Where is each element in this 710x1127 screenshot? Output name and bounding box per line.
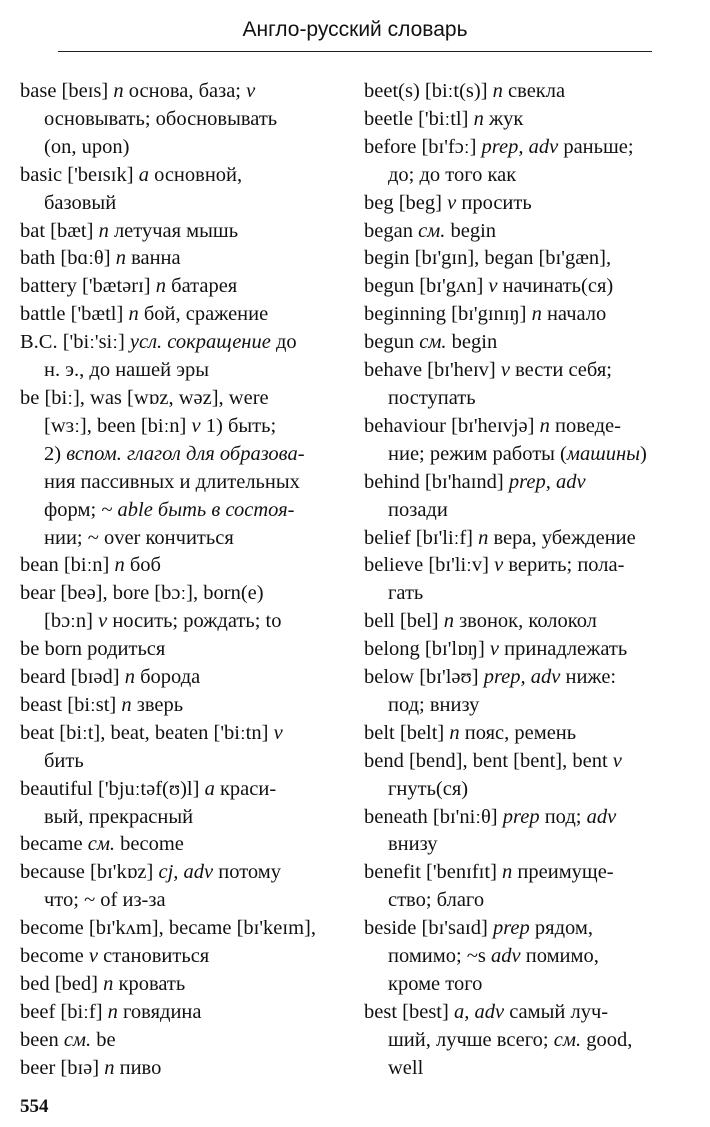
entry-text: be [91,1028,116,1051]
entry-line [20,1055,342,1083]
entry-text: рядом, [529,917,593,940]
grammar-label: v [500,359,510,382]
entry-text: начало [541,303,607,326]
grammar-label: n [104,1056,115,1079]
entry-text: below [bɪ'ləʊ] [364,666,484,689]
grammar-label: v [246,80,256,102]
grammar-label: n [103,973,114,995]
entry-text: beard [bɪəd] [20,666,125,689]
entry-text: поведе- [549,414,621,437]
entry-line [20,1027,342,1055]
grammar-label: n [107,1000,118,1023]
grammar-label: см. [553,1028,582,1051]
grammar-label: adv [586,805,617,828]
grammar-label: n [492,80,503,102]
entry-text: начинать(ся) [497,275,614,298]
entry-text: benefit ['benɪfɪt] [364,861,503,884]
entry-text: пиво [114,1056,162,1079]
entry-text: вести себя; [510,359,612,382]
entry-text: помимо; ~s [388,945,492,968]
grammar-label: v [447,191,457,214]
entry-text: до; до того как [388,163,517,186]
entry-text: bed [bed] [20,973,104,995]
entry-line [364,943,680,971]
grammar-label: см. [419,331,447,354]
entry-text: вый, прекрасный [44,805,194,828]
entry-line [364,78,680,106]
grammar-label: см. [63,1028,92,1051]
entry-text: beside [bɪ'saɪd] [364,917,493,940]
entry-text: begin [446,331,498,354]
entry-line [364,999,680,1027]
entry-text: beneath [bɪ'niːθ] [364,805,503,828]
grammar-label: см. [418,219,446,242]
entry-text: жук [483,107,524,130]
running-header: Англо-русский словарь [242,18,468,41]
entry-text: верить; пола- [503,554,625,577]
entry-text: ния пассивных и длительных [44,470,300,493]
entry-text: before [bɪ'fɔː] [364,135,482,158]
entry-text: гать [388,582,424,605]
entry-line [364,971,680,999]
entry-text: до [270,331,297,354]
grammar-label: n [124,666,135,689]
entry-line [364,804,680,832]
entry-line [20,329,342,357]
entry-line [364,357,680,385]
entry-text: кровать [113,973,186,995]
grammar-label: v [98,610,108,633]
entry-text: ванна [125,247,181,270]
entry-line [20,636,342,664]
entry-text: основа, база; [123,80,247,102]
entry-line [20,887,342,915]
entry-text: борода [134,666,201,689]
entry-text: говядина [117,1000,202,1023]
entry-text: beer [bɪə] [20,1056,105,1079]
entry-text: н. э., до нашей эры [44,359,210,382]
entry-line [20,943,342,971]
entry-line [364,413,680,441]
grammar-label: a, adv [453,1000,505,1023]
grammar-label: prep, adv [481,135,559,158]
entry-text: внизу [388,833,438,856]
grammar-label: adv [491,945,521,968]
entry-line [364,859,680,887]
grammar-label: a [204,777,215,800]
entry-text: краси- [214,777,277,800]
entry-text: behave [bɪ'heɪv] [364,359,501,382]
entry-line [20,106,342,134]
entry-line [364,915,680,943]
entry-line [20,999,342,1027]
grammar-label: n [115,247,126,270]
entry-text: бой, сражение [138,303,269,326]
entry-text: ство; благо [388,889,485,912]
grammar-label: n [473,107,484,130]
entry-line [364,301,680,329]
grammar-label: a [138,163,149,186]
entry-line [20,162,342,190]
entry-text: belief [bɪ'liːf] [364,526,479,549]
grammar-label: v [488,275,498,298]
entry-line [364,162,680,190]
entry-line [20,497,342,525]
entry-text: летучая мышь [108,219,239,242]
entry-text: behind [bɪ'haɪnd] [364,470,509,493]
grammar-label: усл. сокращение [129,331,271,354]
grammar-label: v [494,554,504,577]
entry-text: beat [biːt], beat, beaten ['biːtn] [20,721,274,744]
entry-line [20,692,342,720]
grammar-label: n [155,275,167,298]
header-rule [58,51,652,52]
entry-text: beautiful ['bjuːtəf(ʊ)l] [20,777,205,800]
entry-line [364,441,680,469]
grammar-label: n [128,303,139,326]
entry-text: принадлежать [499,638,628,661]
entry-text: 1) быть; [200,414,277,437]
entry-line [20,608,342,636]
entry-line [364,525,680,553]
entry-line [20,469,342,497]
entry-text: begun [bɪ'gʌn] [364,275,489,298]
entry-line [20,580,342,608]
entry-text: bell [bel] [364,610,444,633]
grammar-label: cj, adv [158,861,214,884]
grammar-label: prep [502,805,540,828]
entry-text: 2) [44,442,67,465]
grammar-label: prep, adv [483,666,561,689]
entry-text: B.C. ['biː'siː] [20,331,130,354]
entry-text: basic ['beɪsɪk] [20,163,139,186]
entry-text: свекла [502,80,566,102]
entry-text: beginning [bɪ'gɪnɪŋ] [364,303,532,326]
entry-text: be born родиться [20,638,166,661]
grammar-label: n [121,693,132,716]
entry-text: belt [belt] [364,721,450,744]
grammar-label: см. [87,833,116,856]
entry-text: battle ['bætl] [20,303,129,326]
entry-line [364,636,680,664]
entry-line [20,664,342,692]
entry-line [364,552,680,580]
entry-line [364,831,680,859]
entry-text: began [364,219,419,242]
entry-text: потому [213,861,282,884]
entry-line [364,664,680,692]
entry-line [20,385,342,413]
entry-text: [wɜː], been [biːn] [44,414,192,437]
entry-text: зверь [131,693,184,716]
entry-line [364,273,680,301]
entry-line [20,245,342,273]
grammar-label: v [88,945,98,968]
entry-line [20,859,342,887]
entry-text: просить [456,191,532,214]
entry-line [20,552,342,580]
entry-text: под; внизу [388,693,480,716]
entry-line [364,776,680,804]
entry-text: bend [bend], bent [bent], bent [364,749,613,772]
entry-line [20,915,342,943]
entry-text: бить [44,749,84,772]
entry-text: под; [539,805,587,828]
grammar-label: вспом. глагол для образова- [66,442,305,465]
entry-text: begin [445,219,497,242]
entry-text: been [20,1028,64,1051]
entry-line [364,497,680,525]
grammar-label: v [612,749,622,772]
page-number: 554 [20,1096,49,1117]
entry-text: форм; [44,498,97,521]
entry-line [364,720,680,748]
entry-line [20,301,342,329]
grammar-label: prep, adv [508,470,586,493]
entry-text: преимуще- [512,861,614,884]
entry-line [20,413,342,441]
entry-line [20,134,342,162]
entry-line [20,720,342,748]
entry-line [364,134,680,162]
entry-text: bear [beə], bore [bɔː], born(e) [20,582,264,605]
grammar-label: n [113,80,124,102]
right-column [364,78,680,1083]
entry-text: became [20,833,88,856]
entry-text: beg [beg] [364,191,448,214]
entry-text: begin [bɪ'gɪn], began [bɪ'gæn], [364,247,612,270]
grammar-label: n [478,526,489,549]
entry-text: ние; режим работы ( [388,442,567,465]
entry-text: основывать; обосновывать [44,107,278,130]
entry-text: боб [124,554,161,577]
grammar-label: n [114,554,125,577]
entry-text: ниже: [560,666,617,689]
entry-line [364,190,680,218]
grammar-label: n [502,861,513,884]
entry-line [364,469,680,497]
grammar-label: v [489,638,500,661]
entry-text: кроме того [388,973,483,995]
entry-text: begun [364,331,420,354]
entry-line [20,804,342,832]
entry-text: ший, лучше всего; [388,1028,554,1051]
entry-line [364,1027,680,1055]
entry-line [364,106,680,134]
entry-text: beast [biːst] [20,693,122,716]
entry-text: battery ['bætərɪ] [20,275,156,298]
entry-line [20,748,342,776]
entry-text: поступать [388,386,476,409]
entry-line [364,608,680,636]
entry-text: behaviour [bɪ'heɪvjə] [364,414,540,437]
entry-line [364,1055,680,1083]
entry-line [364,245,680,273]
entry-text: beef [biːf] [20,1000,108,1023]
entry-text: become [bɪ'kʌm], became [bɪ'keɪm], [20,917,316,940]
entry-text: ) [640,442,647,465]
entry-text: be [biː], was [wɒz, wəz], were [20,386,269,409]
entry-line [20,357,342,385]
entry-text: батарея [166,275,238,298]
entry-line [364,218,680,246]
entry-text: позади [388,498,448,521]
entry-text: становиться [97,945,210,968]
entry-text: bat [bæt] [20,219,99,242]
entry-line [364,385,680,413]
entry-text: пояс, ремень [459,721,577,744]
entry-line [20,831,342,859]
entry-text: гнуть(ся) [388,777,469,800]
entry-line [364,748,680,776]
grammar-label: n [449,721,460,744]
entry-line [20,190,342,218]
entry-text: нии; ~ over кончиться [44,526,234,549]
entry-text: bean [biːn] [20,554,115,577]
grammar-label: машины [566,442,641,465]
entry-text: вера, убеждение [488,526,636,549]
entry-text: основной, [148,163,243,186]
entry-text: good, [581,1028,633,1051]
entry-line [364,329,680,357]
grammar-label: n [98,219,109,242]
entry-line [20,971,342,999]
entry-line [364,692,680,720]
grammar-label: n [539,414,550,437]
entry-line [20,273,342,301]
entry-text: (on, upon) [44,135,130,158]
grammar-label: prep [492,917,530,940]
entry-text: become [115,833,184,856]
entry-text: раньше; [558,135,634,158]
entry-line [364,887,680,915]
entry-text: beetle ['biːtl] [364,107,474,130]
entry-text: что; ~ of из-за [44,889,166,912]
left-column [20,78,342,1083]
entry-line [20,525,342,553]
entry-line [20,776,342,804]
entry-text: самый луч- [504,1000,609,1023]
entry-text: bath [bɑːθ] [20,247,116,270]
entry-text: because [bɪ'kɒz] [20,861,159,884]
entry-text: well [388,1056,424,1079]
entry-line [364,580,680,608]
entry-text: звонок, колокол [453,610,597,633]
entry-line [20,78,342,106]
entry-text: believe [bɪ'liːv] [364,554,495,577]
grammar-label: v [191,414,201,437]
grammar-label: v [273,721,283,744]
entry-text: become [20,945,89,968]
entry-text: носить; рождать; to [107,610,282,633]
entry-text: базовый [44,191,117,214]
entry-line [20,218,342,246]
entry-text: base [beɪs] [20,80,114,102]
entry-text: [bɔːn] [44,610,99,633]
grammar-label: ~ able быть в состоя- [96,498,295,521]
entry-text: best [best] [364,1000,454,1023]
entry-line [20,441,342,469]
grammar-label: n [531,303,542,326]
grammar-label: n [443,610,454,633]
entry-text: помимо, [520,945,599,968]
entry-text: belong [bɪ'lɒŋ] [364,638,490,661]
entry-text: beet(s) [biːt(s)] [364,80,493,102]
